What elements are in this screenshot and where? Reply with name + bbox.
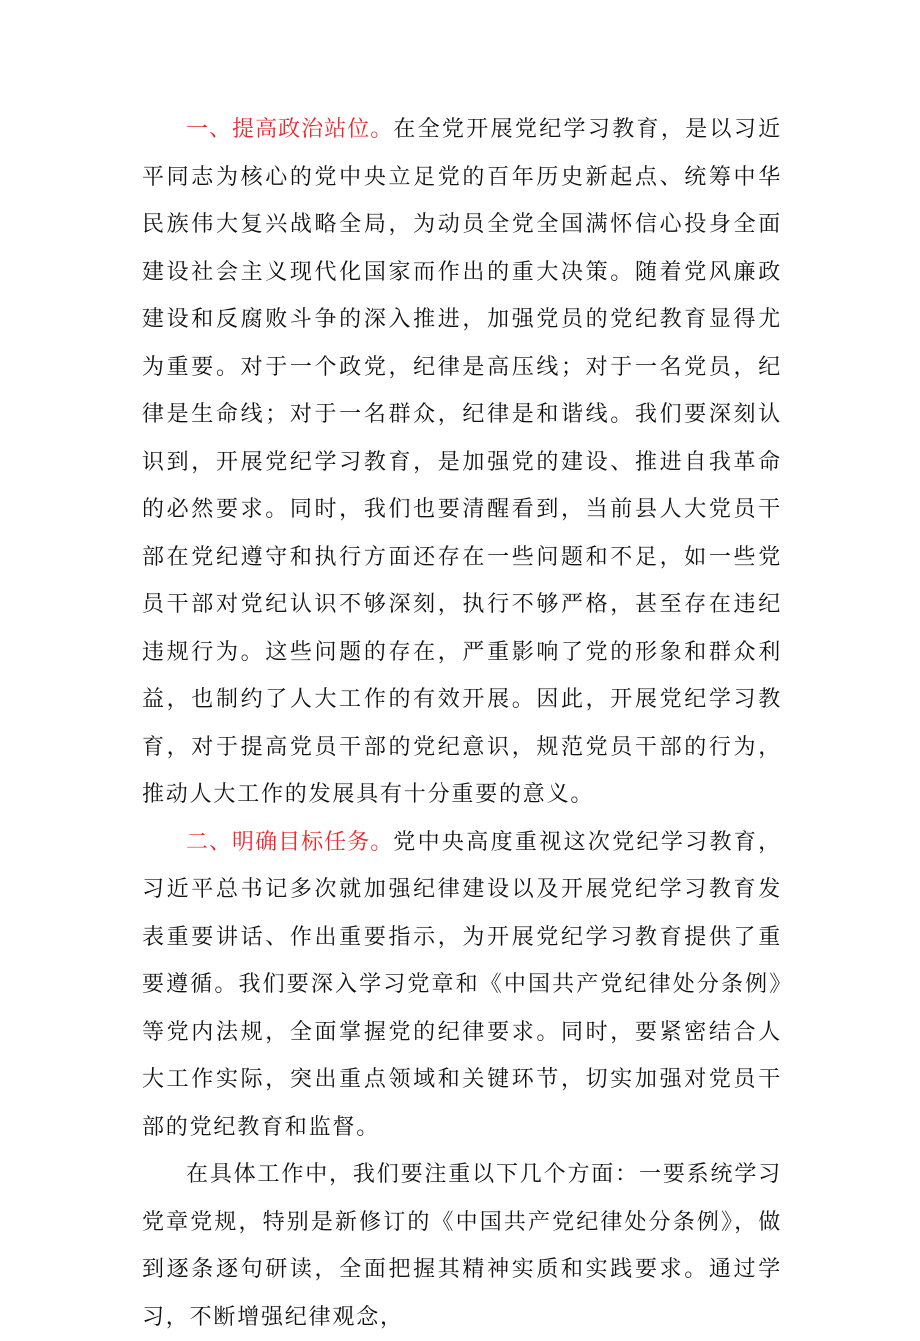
paragraph-body-1: 在全党开展党纪学习教育，是以习近平同志为核心的党中央立足党的百年历史新起点、统筹中华民族伟大复兴战略全局，为动员全党全国满怀信心投身全面建设社会主义现代化国家而作出的重大决策。随着党风廉政建设和反腐败斗争的深入推进，加强党员的党纪教育显得尤为重要。对于一个政党，纪律是高压线；对于一名党员，纪律是生命线；对于一名群众，纪律是和谐线。我们要深刻认识到，开展党纪学习教育，是加强党的建设、推进自我革命的必然要求。同时，我们也要清醒看到，当前县人大党员干部在党纪遵守和执行方面还存在一些问题和不足，如一些党员干部对党纪认识不够深刻，执行不够严格，甚至存在违纪违规行为。这些问题的存在，严重影响了党的形象和群众利益，也制约了人大工作的有效开展。因此，开展党纪学习教育，对于提高党员干部的党纪意识，规范党员干部的行为，推动人大工作的发展具有十分重要的意义。 (142, 117, 782, 807)
paragraph-body-2: 党中央高度重视这次党纪学习教育，习近平总书记多次就加强纪律建设以及开展党纪学习教育发表重要讲话、作出重要指示，为开展党纪学习教育提供了重要遵循。我们要深入学习党章和《中国共产党纪律处分条例》等党内法规，全面掌握党的纪律要求。同时，要紧密结合人大工作实际，突出重点领域和关键环节，切实加强对党员干部的党纪教育和监督。 (142, 829, 782, 1140)
paragraph-body-3: 在具体工作中，我们要注重以下几个方面：一要系统学习党章党规，特别是新修订的《中国共产党纪律处分条例》，做到逐条逐句研读，全面把握其精神实质和实践要求。通过学习，不断增强纪律观念， (142, 1162, 782, 1330)
section-heading-2: 二、明确目标任务。 (186, 829, 394, 855)
paragraph-political-stance (142, 106, 782, 819)
section-heading-1: 一、提高政治站位。 (186, 117, 394, 142)
paragraph-specific-work (142, 1151, 782, 1341)
paragraph-goals-tasks (142, 819, 782, 1152)
document-page (142, 106, 782, 1341)
